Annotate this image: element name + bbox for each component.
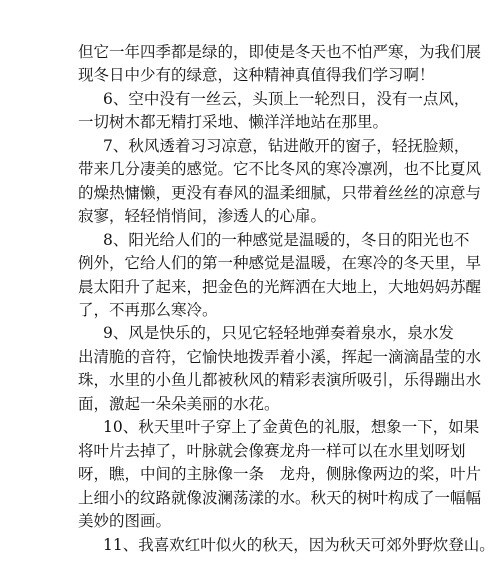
text-line: 一切树木都无精打采地、懒洋洋地站在那里。 — [78, 113, 389, 132]
text-line: 现冬日中少有的绿意，这种精神真值得我们学习啊！ — [78, 66, 435, 85]
text-line: 8、阳光给人们的一种感觉是温暖的，冬日的阳光也不 — [103, 230, 470, 249]
text-line: 晨太阳升了起来，把金色的光辉洒在大地上，大地妈妈苏醒 — [78, 277, 482, 296]
text-line: 出清脆的音符，它愉快地拨弄着小溪，挥起一滴滴晶莹的水 — [78, 347, 482, 366]
text-line: 例外，它给人们的第一种感觉是温暖，在寒冷的冬天里，早 — [78, 254, 482, 273]
text-line: 带来几分凄美的感觉。它不比冬风的寒冷凛冽，也不比夏风 — [78, 160, 482, 179]
text-line: 但它一年四季都是绿的，即使是冬天也不怕严寒，为我们展 — [78, 43, 482, 61]
text-line: 美妙的图画。 — [78, 512, 172, 531]
text-line: 6、空中没有一丝云，头顶上一轮烈日，没有一点风， — [103, 89, 470, 108]
text-line: 7、秋风透着习习凉意，钻进敞开的窗子，轻抚脸颊， — [103, 136, 470, 155]
text-line: 11、我喜欢红叶似火的秋天，因为秋天可郊外野炊登山。 — [103, 535, 495, 554]
text-line: 寂寥，轻轻悄悄间，渗透人的心扉。 — [78, 207, 327, 226]
text-line: 面，激起一朵朵美丽的水花。 — [78, 394, 280, 413]
text-line: 10、秋天里叶子穿上了金黄色的礼服，想象一下，如果 — [103, 418, 480, 437]
text-line: 上细小的纹路就像波澜荡漾的水。秋天的树叶构成了一幅幅 — [78, 488, 482, 507]
text-line: 9、风是快乐的，只见它轻轻地弹奏着泉水，泉水发 — [103, 324, 454, 343]
text-line: 了，不再那么寒冷。 — [78, 301, 218, 319]
text-line: 呀，瞧，中间的主脉像一条 龙舟，侧脉像两边的桨，叶片 — [78, 465, 482, 484]
text-line: 珠，水里的小鱼儿都被秋风的精彩表演所吸引，乐得蹦出水 — [78, 371, 482, 390]
text-line: 的燥热慵懒，更没有春风的温柔细腻，只带着丝丝的凉意与 — [78, 183, 482, 202]
text-line: 将叶片去掉了，叶脉就会像赛龙舟一样可以在水里划呀划 — [78, 441, 466, 460]
